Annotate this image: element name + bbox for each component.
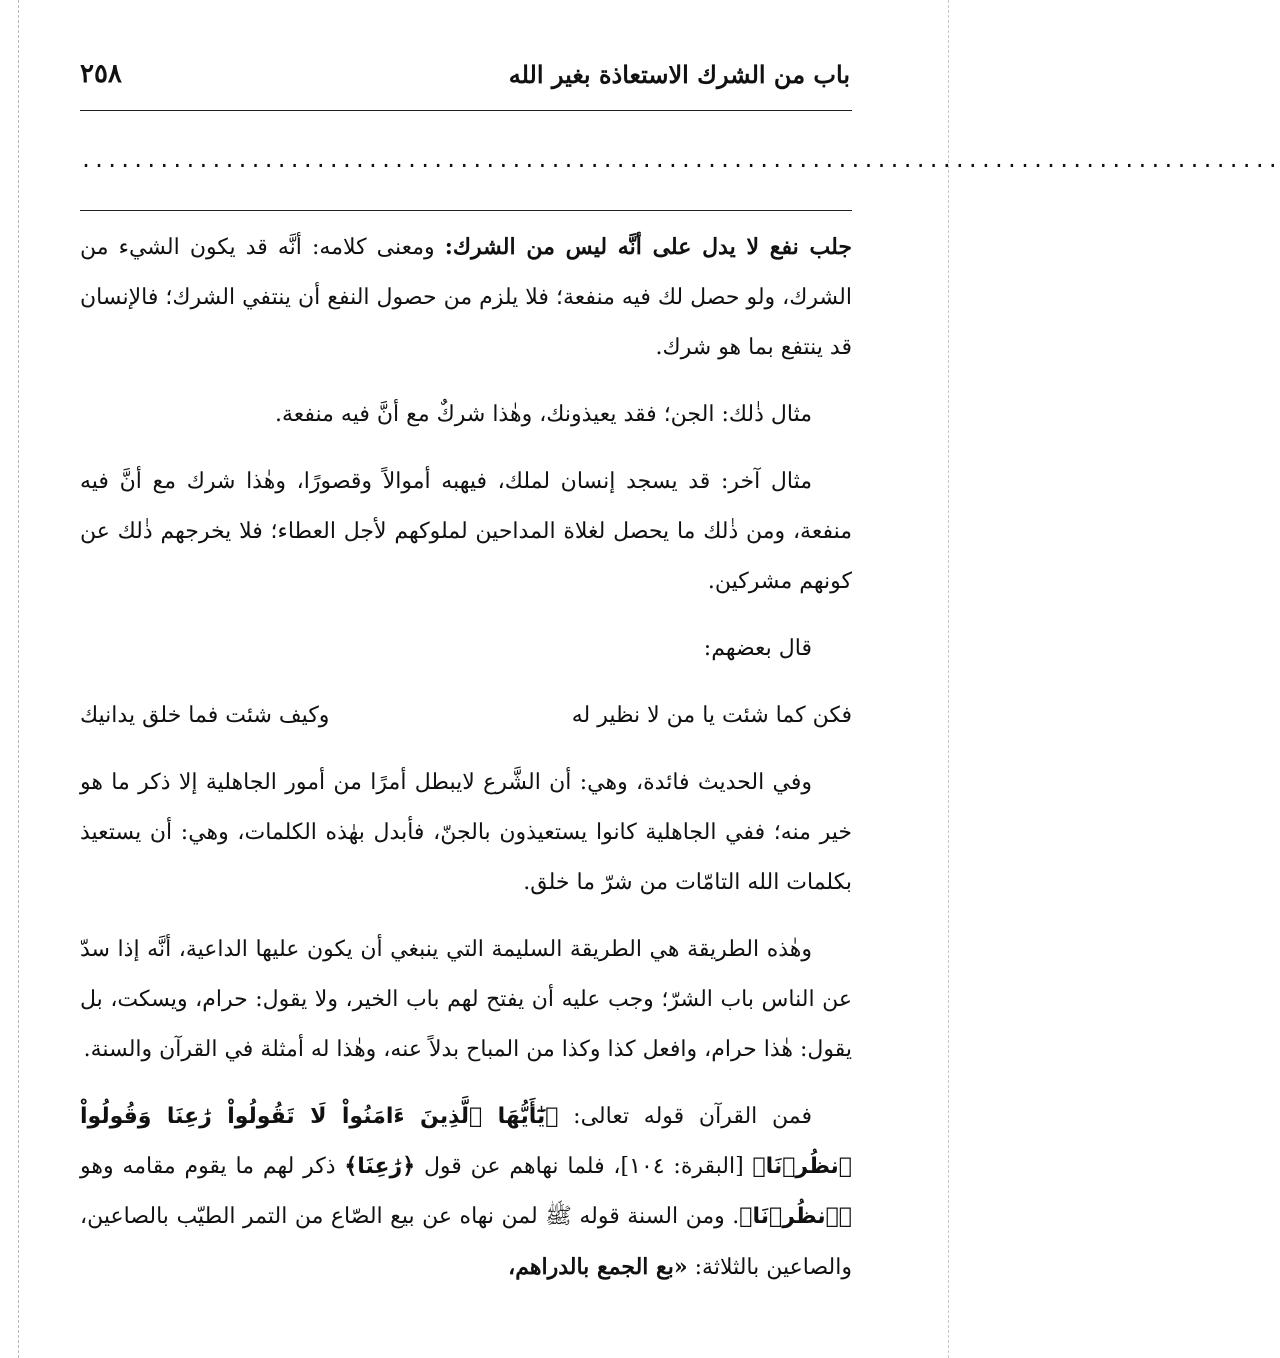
footnote-dots: ............................................................................................ bbox=[80, 148, 1280, 172]
quran-verse-1: ﴿يَٰٓأَيُّهَا ٱلَّذِينَ ءَامَنُواْ لَا تَقُولُواْ رَٰعِنَا وَقُولُواْ ٱنظُرۡنَا﴾ bbox=[80, 1104, 852, 1179]
paragraph-1-bold-lead: جلب نفع لا يدل على أنَّه ليس من الشرك: bbox=[444, 234, 852, 260]
paragraph-3: مثال آخر: قد يسجد إنسان لملك، فيهبه أموالاً وقصورًا، وهٰذا شرك مع أنَّ فيه منفعة، ومن ذٰلك ما يحصل لغلاة المداحين لملوكهم لأجل العطاء؛ فلا يخرجهم ذٰلك عن كونهم مشركين. bbox=[80, 469, 853, 594]
poem-first-hemistich: فكن كما شئت يا من لا نظير له bbox=[571, 703, 852, 728]
page-header bbox=[80, 52, 850, 96]
paragraph-4: قال بعضهم: bbox=[703, 636, 812, 661]
page-number: ٢٥٨ bbox=[80, 59, 122, 89]
poem-second-hemistich: وكيف شئت فما خلق يدانيك bbox=[80, 703, 330, 728]
footnote-divider bbox=[80, 210, 852, 211]
chapter-title: باب من الشرك الاستعاذة بغير الله bbox=[508, 59, 850, 89]
paragraph-6: وهٰذه الطريقة هي الطريقة السليمة التي ينبغي أن يكون عليها الداعية، أنَّه إذا سدّ عن الناس باب الشرّ؛ وجب عليه أن يفتح لهم باب الخير، ولا يقول: حرام، ويسكت، بل يقول: هٰذا حرام، وافعل كذا وكذا من المباح بدلاً عنه، وهٰذا له أمثلة في القرآن والسنة. bbox=[80, 937, 852, 1062]
paragraph-7-part-4: . ومن السنة قوله ﷺ لمن نهاه عن بيع الصّاع من التمر الطيّب بالصاعين، والصاعين بالثلاثة: bbox=[80, 1204, 852, 1280]
scan-edge-right bbox=[948, 0, 949, 1358]
scan-edge-left bbox=[18, 0, 19, 1358]
hadith-quote: «بع الجمع بالدراهم، bbox=[508, 1254, 688, 1280]
poem-verse bbox=[80, 691, 852, 741]
paragraph-2: مثال ذٰلك: الجن؛ فقد يعيذونك، وهٰذا شركٌ مع أنَّ فيه منفعة. bbox=[274, 402, 812, 427]
quran-verse-3: ﴿ٱنظُرۡنَا﴾ bbox=[739, 1204, 852, 1229]
paragraph-5: وفي الحديث فائدة، وهي: أن الشَّرع لايبطل أمرًا من أمور الجاهلية إلا ذكر ما هو خير منه؛ ففي الجاهلية كانوا يستعيذون بالجنّ، فأبدل بهٰذه الكلمات، وهي: أن يستعيذ بكلمات الله التامّات من شرّ ما خلق. bbox=[80, 770, 852, 895]
paragraph-7 bbox=[80, 1092, 852, 1293]
paragraph-7-part-1: فمن القرآن قوله تعالى: bbox=[558, 1104, 813, 1129]
quran-verse-2: ﴿رَٰعِنَا﴾ bbox=[344, 1154, 416, 1179]
paragraph-7-part-3: ذكر لهم ما يقوم مقامه وهو bbox=[80, 1154, 345, 1179]
paragraph-7-part-2: [البقرة: ١٠٤]، فلما نهاهم عن قول bbox=[415, 1154, 753, 1179]
paragraph-1 bbox=[80, 222, 852, 373]
main-text bbox=[80, 222, 852, 1310]
header-divider bbox=[80, 110, 852, 111]
paragraph-1-rest: ومعنى كلامه: أنَّه قد يكون الشيء من الشرك، ولو حصل لك فيه منفعة؛ فلا يلزم من حصول النفع أن ينتفي الشرك؛ فالإنسان قد ينتفع بما هو شرك. bbox=[80, 235, 852, 360]
